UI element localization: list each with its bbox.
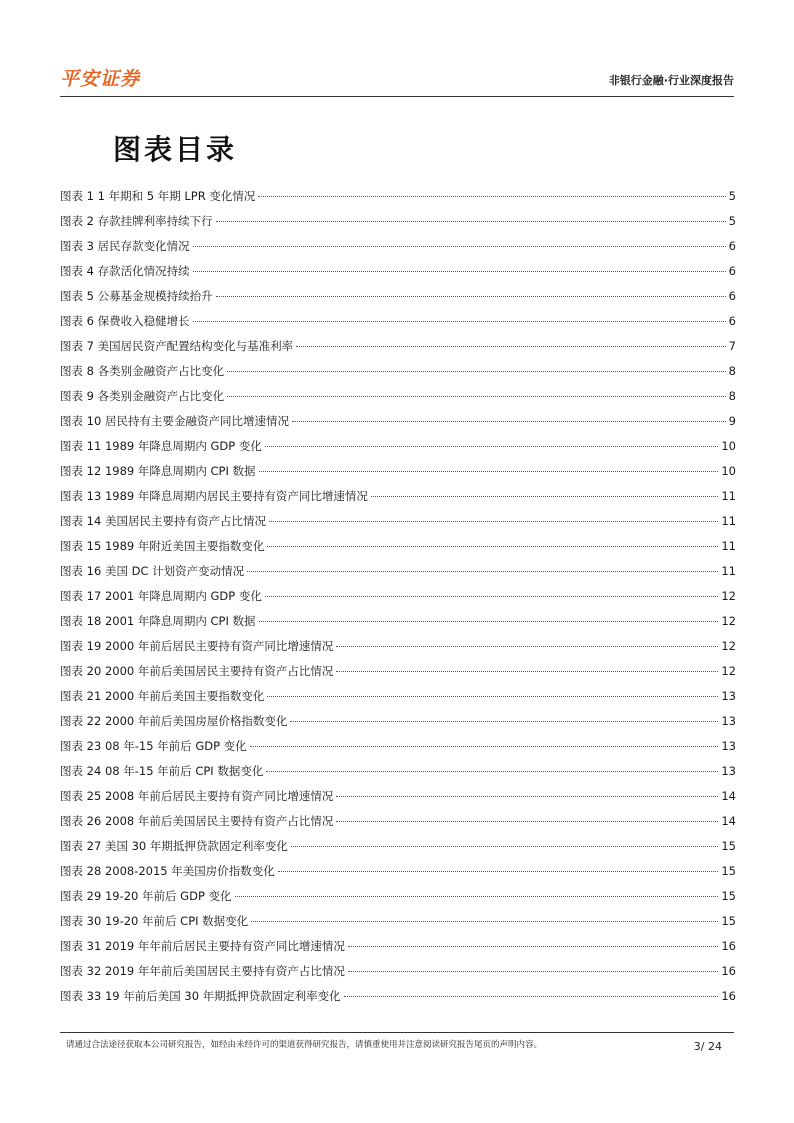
toc-entry-page: 12 xyxy=(721,639,736,653)
toc-entry-page: 8 xyxy=(728,364,736,378)
toc-dot-leader xyxy=(371,496,718,497)
toc-entry[interactable] xyxy=(60,363,736,388)
toc-dot-leader xyxy=(247,571,718,572)
toc-entry-label: 图表 16 美国 DC 计划资产变动情况 xyxy=(60,564,245,578)
toc-dot-leader xyxy=(258,196,725,197)
toc-entry-label: 图表 18 2001 年降息周期内 CPI 数据 xyxy=(60,614,256,628)
toc-entry-page: 6 xyxy=(728,239,736,253)
toc-entry-label: 图表 19 2000 年前后居民主要持有资产同比增速情况 xyxy=(60,639,334,653)
toc-entry-label: 图表 6 保费收入稳健增长 xyxy=(60,314,190,328)
toc-entry-label: 图表 3 居民存款变化情况 xyxy=(60,239,190,253)
toc-entry[interactable] xyxy=(60,663,736,688)
footer-divider xyxy=(60,1032,734,1033)
toc-dot-leader xyxy=(227,371,726,372)
toc-entry-page: 6 xyxy=(728,264,736,278)
toc-entry-label: 图表 4 存款活化情况持续 xyxy=(60,264,190,278)
toc-entry[interactable] xyxy=(60,513,736,538)
toc-entry-label: 图表 17 2001 年降息周期内 GDP 变化 xyxy=(60,589,262,603)
toc-entry[interactable] xyxy=(60,413,736,438)
toc-entry[interactable] xyxy=(60,813,736,838)
toc-entry[interactable] xyxy=(60,888,736,913)
toc-entry[interactable] xyxy=(60,463,736,488)
toc-dot-leader xyxy=(296,346,726,347)
toc-entry-page: 8 xyxy=(728,389,736,403)
toc-dot-leader xyxy=(336,671,718,672)
toc-entry[interactable] xyxy=(60,913,736,938)
toc-entry-label: 图表 1 1 年期和 5 年期 LPR 变化情况 xyxy=(60,189,256,203)
toc-entry-label: 图表 24 08 年-15 年前后 CPI 数据变化 xyxy=(60,764,264,778)
toc-entry-label: 图表 11 1989 年降息周期内 GDP 变化 xyxy=(60,439,262,453)
toc-entry-label: 图表 23 08 年-15 年前后 GDP 变化 xyxy=(60,739,247,753)
toc-list xyxy=(60,188,736,1013)
toc-entry[interactable] xyxy=(60,638,736,663)
toc-entry-page: 10 xyxy=(721,464,736,478)
toc-entry[interactable] xyxy=(60,213,736,238)
toc-entry-label: 图表 12 1989 年降息周期内 CPI 数据 xyxy=(60,464,256,478)
toc-entry-page: 12 xyxy=(721,614,736,628)
toc-entry-page: 12 xyxy=(721,589,736,603)
toc-entry[interactable] xyxy=(60,688,736,713)
toc-entry-page: 16 xyxy=(721,939,736,953)
toc-entry-label: 图表 22 2000 年前后美国房屋价格指数变化 xyxy=(60,714,288,728)
toc-entry-label: 图表 28 2008-2015 年美国房价指数变化 xyxy=(60,864,275,878)
toc-dot-leader xyxy=(344,996,719,997)
toc-entry-page: 15 xyxy=(721,914,736,928)
toc-entry-label: 图表 14 美国居民主要持有资产占比情况 xyxy=(60,514,266,528)
toc-entry-page: 10 xyxy=(721,439,736,453)
toc-entry-page: 13 xyxy=(721,689,736,703)
toc-dot-leader xyxy=(265,446,718,447)
toc-entry-page: 15 xyxy=(721,839,736,853)
toc-entry-label: 图表 2 存款挂牌利率持续下行 xyxy=(60,214,213,228)
toc-dot-leader xyxy=(216,221,726,222)
footer-disclaimer: 请通过合法途径获取本公司研究报告，如经由未经许可的渠道获得研究报告，请慎重使用并注意阅读研究报告尾页的声明内容。 xyxy=(66,1040,543,1050)
toc-entry-label: 图表 31 2019 年年前后居民主要持有资产同比增速情况 xyxy=(60,939,345,953)
toc-entry[interactable] xyxy=(60,863,736,888)
toc-entry[interactable] xyxy=(60,388,736,413)
toc-entry-label: 图表 10 居民持有主要金融资产同比增速情况 xyxy=(60,414,289,428)
toc-entry[interactable] xyxy=(60,738,736,763)
toc-dot-leader xyxy=(227,396,726,397)
toc-entry[interactable] xyxy=(60,313,736,338)
toc-dot-leader xyxy=(259,471,719,472)
toc-dot-leader xyxy=(193,321,726,322)
toc-entry[interactable] xyxy=(60,938,736,963)
toc-entry-label: 图表 26 2008 年前后美国居民主要持有资产占比情况 xyxy=(60,814,334,828)
toc-entry-page: 14 xyxy=(721,789,736,803)
toc-entry-page: 9 xyxy=(728,414,736,428)
toc-entry-page: 13 xyxy=(721,714,736,728)
toc-entry-label: 图表 21 2000 年前后美国主要指数变化 xyxy=(60,689,265,703)
toc-entry-label: 图表 15 1989 年附近美国主要指数变化 xyxy=(60,539,265,553)
toc-entry-page: 15 xyxy=(721,889,736,903)
toc-entry[interactable] xyxy=(60,763,736,788)
toc-entry[interactable] xyxy=(60,963,736,988)
toc-entry[interactable] xyxy=(60,438,736,463)
toc-dot-leader xyxy=(291,846,718,847)
toc-dot-leader xyxy=(235,896,719,897)
toc-dot-leader xyxy=(290,721,718,722)
toc-entry-label: 图表 5 公募基金规模持续抬升 xyxy=(60,289,213,303)
toc-entry-label: 图表 29 19-20 年前后 GDP 变化 xyxy=(60,889,232,903)
toc-entry-page: 5 xyxy=(728,189,736,203)
report-type-label: 非银行金融·行业深度报告 xyxy=(608,74,734,87)
toc-dot-leader xyxy=(265,596,718,597)
toc-entry-page: 11 xyxy=(721,564,736,578)
toc-dot-leader xyxy=(336,821,718,822)
company-logo: 平安证券 xyxy=(60,68,141,90)
toc-dot-leader xyxy=(193,246,726,247)
toc-entry-label: 图表 30 19-20 年前后 CPI 数据变化 xyxy=(60,914,249,928)
header-divider xyxy=(60,96,734,97)
toc-entry-page: 7 xyxy=(728,339,736,353)
toc-dot-leader xyxy=(251,921,718,922)
toc-entry-label: 图表 9 各类别金融资产占比变化 xyxy=(60,389,225,403)
toc-entry-page: 16 xyxy=(721,989,736,1003)
toc-dot-leader xyxy=(193,271,726,272)
toc-entry[interactable] xyxy=(60,188,736,213)
toc-entry-page: 14 xyxy=(721,814,736,828)
toc-entry-page: 11 xyxy=(721,539,736,553)
toc-dot-leader xyxy=(216,296,726,297)
toc-dot-leader xyxy=(278,871,719,872)
toc-entry-page: 11 xyxy=(721,489,736,503)
toc-entry-label: 图表 33 19 年前后美国 30 年期抵押贷款固定利率变化 xyxy=(60,989,341,1003)
toc-entry-page: 12 xyxy=(721,664,736,678)
toc-entry-label: 图表 20 2000 年前后美国居民主要持有资产占比情况 xyxy=(60,664,334,678)
toc-dot-leader xyxy=(348,971,718,972)
toc-entry[interactable] xyxy=(60,288,736,313)
toc-entry[interactable] xyxy=(60,338,736,363)
page-number: 3/ 24 xyxy=(693,1040,722,1053)
toc-entry-page: 13 xyxy=(721,764,736,778)
toc-entry[interactable] xyxy=(60,238,736,263)
toc-entry-page: 6 xyxy=(728,289,736,303)
toc-entry-label: 图表 8 各类别金融资产占比变化 xyxy=(60,364,225,378)
toc-dot-leader xyxy=(336,796,718,797)
toc-entry-label: 图表 7 美国居民资产配置结构变化与基准利率 xyxy=(60,339,294,353)
toc-entry-page: 13 xyxy=(721,739,736,753)
toc-dot-leader xyxy=(269,521,718,522)
toc-entry[interactable] xyxy=(60,263,736,288)
toc-entry[interactable] xyxy=(60,988,736,1013)
toc-dot-leader xyxy=(267,546,718,547)
toc-entry-label: 图表 27 美国 30 年期抵押贷款固定利率变化 xyxy=(60,839,288,853)
toc-entry[interactable] xyxy=(60,838,736,863)
page-title: 图表目录 xyxy=(113,133,238,166)
toc-entry-label: 图表 13 1989 年降息周期内居民主要持有资产同比增速情况 xyxy=(60,489,368,503)
toc-dot-leader xyxy=(292,421,726,422)
toc-entry[interactable] xyxy=(60,613,736,638)
toc-entry-page: 11 xyxy=(721,514,736,528)
toc-entry[interactable] xyxy=(60,538,736,563)
toc-entry[interactable] xyxy=(60,563,736,588)
toc-entry-page: 5 xyxy=(728,214,736,228)
toc-dot-leader xyxy=(266,771,718,772)
toc-entry[interactable] xyxy=(60,588,736,613)
toc-dot-leader xyxy=(336,646,718,647)
toc-dot-leader xyxy=(259,621,719,622)
toc-dot-leader xyxy=(250,746,719,747)
toc-dot-leader xyxy=(267,696,718,697)
toc-entry[interactable] xyxy=(60,788,736,813)
toc-entry[interactable] xyxy=(60,713,736,738)
toc-entry-page: 16 xyxy=(721,964,736,978)
toc-entry-page: 15 xyxy=(721,864,736,878)
toc-entry-label: 图表 25 2008 年前后居民主要持有资产同比增速情况 xyxy=(60,789,334,803)
toc-dot-leader xyxy=(348,946,718,947)
toc-entry-page: 6 xyxy=(728,314,736,328)
toc-entry-label: 图表 32 2019 年年前后美国居民主要持有资产占比情况 xyxy=(60,964,345,978)
toc-entry[interactable] xyxy=(60,488,736,513)
